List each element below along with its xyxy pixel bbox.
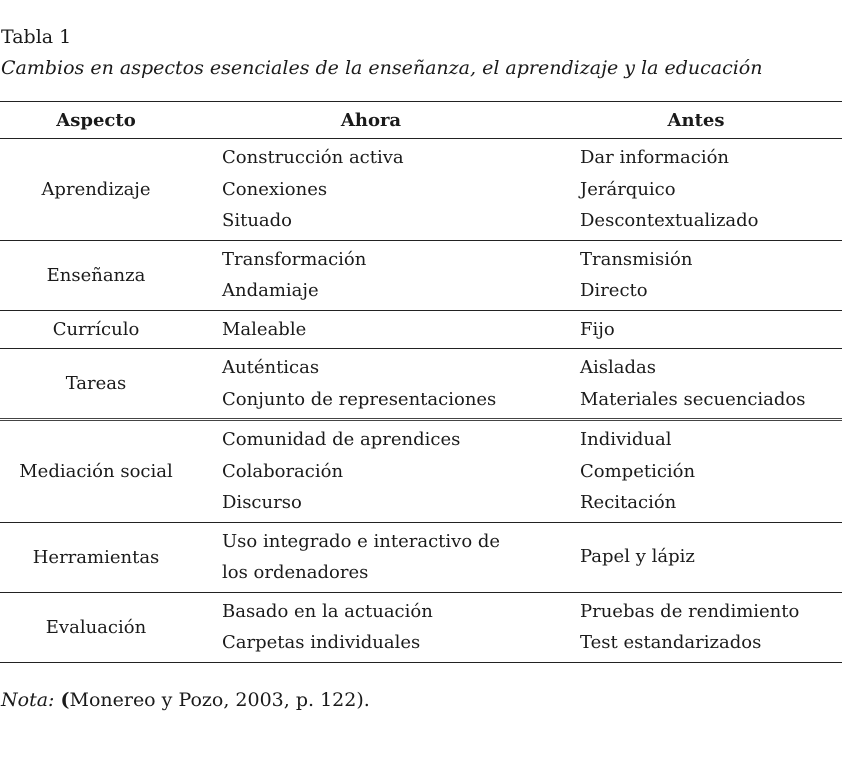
header-row [0,102,842,139]
ahora-cell [192,310,550,349]
cell-line: Construcción activa [222,147,404,168]
cell-line: los ordenadores [222,562,369,583]
data-table [0,101,842,663]
note-label: Nota: [1,689,55,711]
aspect-cell: Herramientas [0,522,192,592]
aspect-cell: Currículo [0,310,192,349]
aspect-cell: Tareas [0,349,192,420]
ahora-cell [192,139,550,241]
cell-lines [580,538,842,576]
antes-cell [550,349,842,420]
ahora-cell [192,349,550,420]
header-ahora: Ahora [192,102,550,139]
table-row [0,310,842,349]
cell-line: Aisladas [580,357,656,378]
cell-line: Competición [580,460,696,482]
cell-lines [222,593,550,662]
cell-lines [222,139,550,240]
cell-line: Auténticas [222,357,320,378]
cell-line: Papel y lápiz [580,546,695,568]
note-text: Monereo y Pozo, 2003, p. 122). [69,689,370,711]
cell-lines [580,311,842,349]
cell-lines [222,421,550,522]
cell-line: Uso integrado e interactivo de [222,530,501,552]
cell-line: Discurso [222,492,302,513]
antes-cell [550,310,842,349]
cell-line: Descontextualizado [580,210,759,231]
table-row [0,522,842,592]
aspect-cell: Evaluación [0,592,192,662]
cell-line: Conexiones [222,178,328,200]
cell-line: Maleable [222,318,307,340]
table-row [0,420,842,523]
cell-line: Situado [222,210,293,231]
cell-lines [580,593,842,662]
cell-line: Transmisión [580,248,693,270]
table-row [0,592,842,662]
table-body [0,139,842,663]
header-antes: Antes [550,102,842,139]
table-row [0,139,842,241]
cell-lines [580,139,842,240]
antes-cell [550,522,842,592]
aspect-cell: Enseñanza [0,240,192,310]
cell-lines [222,311,550,349]
cell-line: Colaboración [222,460,344,482]
table-row [0,349,842,420]
table-row [0,240,842,310]
cell-lines [580,421,842,522]
cell-lines [222,349,550,418]
cell-line: Recitación [580,492,677,513]
ahora-cell [192,420,550,523]
cell-line: Basado en la actuación [222,600,433,622]
table-caption: Cambios en aspectos esenciales de la enseñanza, el aprendizaje y la educación [1,57,763,79]
antes-cell [550,240,842,310]
cell-line: Transformación [222,248,367,270]
cell-line: Materiales secuenciados [580,388,806,410]
cell-lines [580,349,842,418]
cell-lines [580,241,842,310]
cell-line: Andamiaje [222,280,319,301]
cell-lines [222,523,550,592]
aspect-cell: Mediación social [0,420,192,523]
antes-cell [550,139,842,241]
cell-line: Individual [580,429,672,450]
cell-line: Directo [580,280,648,301]
antes-cell [550,420,842,523]
cell-line: Test estandarizados [580,632,762,653]
cell-line: Dar información [580,147,730,168]
cell-line: Jerárquico [580,178,676,200]
cell-line: Fijo [580,318,615,340]
table-label: Tabla 1 [1,26,72,48]
cell-line: Comunidad de aprendices [222,429,461,450]
antes-cell [550,592,842,662]
aspect-cell: Aprendizaje [0,139,192,241]
cell-line: Pruebas de rendimiento [580,600,800,622]
table-note [1,689,370,711]
cell-line: Carpetas individuales [222,632,421,653]
ahora-cell [192,522,550,592]
ahora-cell [192,240,550,310]
header-aspecto: Aspecto [0,102,192,139]
ahora-cell [192,592,550,662]
cell-line: Conjunto de representaciones [222,388,497,410]
cell-lines [222,241,550,310]
note-paren: ( [60,689,70,711]
